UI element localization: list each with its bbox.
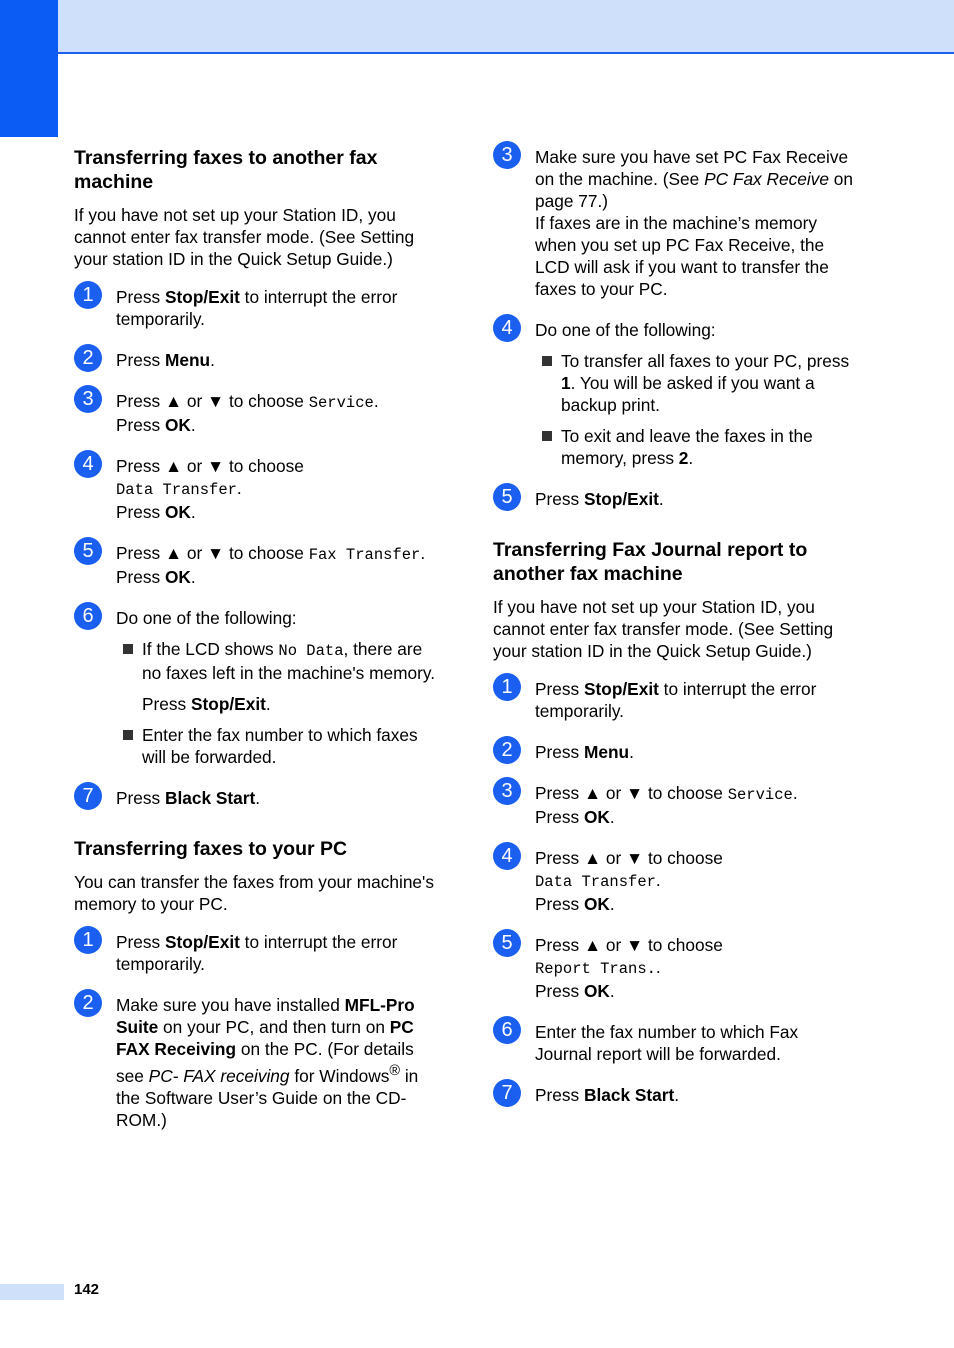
step-number-badge: 1: [74, 926, 102, 954]
step-5: [493, 934, 859, 1002]
step-number-badge: 1: [74, 281, 102, 309]
step-text: Do one of the following:: [535, 320, 716, 340]
bullet-item: [116, 724, 440, 768]
step-text: .: [609, 807, 615, 827]
section-intro: If you have not set up your Station ID, you cannot enter fax transfer mode. (See Setting your station ID in the Quick Setup Guide.): [74, 205, 415, 269]
step-text: Press ▲ or ▼ to choose: [116, 456, 304, 476]
step-text: Press: [535, 1085, 584, 1105]
bullet-text: If the LCD shows: [142, 639, 279, 659]
bullet-item: [535, 425, 859, 469]
step-text: Press: [116, 415, 165, 435]
step-number-badge: 3: [493, 141, 521, 169]
step-6: [74, 607, 440, 768]
step-text: Press ▲ or ▼ to choose: [535, 783, 728, 803]
lcd-text: Data Transfer: [535, 873, 656, 891]
key-name: 2: [678, 448, 689, 468]
step-6: [493, 1021, 859, 1065]
step-1: [493, 678, 859, 722]
step-2: [493, 741, 859, 763]
step-number-badge: 2: [74, 344, 102, 372]
step-4: [74, 455, 440, 523]
key-name: Black Start: [583, 1085, 675, 1105]
step-text: to interrupt the error temporarily.: [535, 679, 817, 721]
step-text: Press: [116, 350, 165, 370]
step-text: .: [373, 391, 379, 411]
step-number-badge: 6: [74, 602, 102, 630]
step-text: .: [190, 502, 196, 522]
cross-reference: PC- FAX receiving: [148, 1065, 290, 1086]
bullet-text: .: [688, 448, 694, 468]
key-name: OK: [164, 567, 191, 587]
step-text: Press: [142, 694, 191, 714]
step-text: Press: [535, 807, 584, 827]
step-number-badge: 3: [493, 777, 521, 805]
square-bullet-icon: [542, 356, 552, 366]
step-text: .: [236, 478, 242, 498]
section-title: Transferring faxes to another fax machine: [74, 147, 378, 193]
step-text: Press: [535, 679, 584, 699]
section-title: Transferring Fax Journal report to another fax machine: [493, 539, 808, 585]
key-name: Menu: [583, 742, 630, 762]
step-5: [493, 488, 859, 510]
step-text: Press: [535, 742, 584, 762]
lcd-text: Data Transfer: [116, 481, 237, 499]
chapter-tab: [0, 0, 58, 137]
step-4: [493, 319, 859, 469]
step-text: Press: [535, 894, 584, 914]
square-bullet-icon: [123, 644, 133, 654]
step-number-badge: 5: [493, 929, 521, 957]
step-number-badge: 5: [493, 483, 521, 511]
bullet-text: . You will be asked if you want a backup print.: [561, 373, 815, 415]
step-text: on the PC. (For details see: [116, 1039, 414, 1086]
step-text: .: [420, 543, 426, 563]
key-name: Menu: [164, 350, 211, 370]
step-text: Press ▲ or ▼ to choose: [535, 935, 723, 955]
step-text: .: [629, 742, 634, 762]
step-text: If faxes are in the machine’s memory when you set up PC Fax Receive, the LCD will ask if you want to transfer the faxes to your PC.: [535, 213, 829, 299]
lcd-text: Service: [308, 394, 374, 412]
step-text: .: [265, 694, 271, 714]
step-7: [74, 787, 440, 809]
step-text: Enter the fax number to which Fax Journal report will be forwarded.: [535, 1022, 799, 1064]
step-number-badge: 4: [493, 314, 521, 342]
square-bullet-icon: [123, 730, 133, 740]
registered-mark: ®: [389, 1063, 401, 1079]
footer-bar: [0, 1284, 64, 1300]
step-text: Press: [535, 981, 584, 1001]
step-3: [493, 782, 859, 828]
step-number-badge: 3: [74, 385, 102, 413]
step-number-badge: 4: [493, 842, 521, 870]
key-name: Stop/Exit: [164, 932, 240, 952]
step-text: .: [190, 567, 196, 587]
step-text: on page 77.): [535, 169, 853, 211]
step-text: Make sure you have installed: [116, 995, 345, 1015]
key-name: Stop/Exit: [164, 287, 240, 307]
step-text: .: [655, 957, 661, 977]
step-text: .: [658, 489, 664, 509]
step-number-badge: 7: [493, 1079, 521, 1107]
step-text: for Windows: [289, 1065, 390, 1086]
key-name: OK: [583, 981, 610, 1001]
cross-reference: PC Fax Receive: [704, 169, 829, 189]
header-band: [0, 0, 954, 54]
step-3: [493, 146, 859, 300]
step-text: Make sure you have set PC Fax Receive on the machine. (See: [535, 147, 849, 189]
step-text: Press: [116, 567, 165, 587]
key-name: OK: [583, 894, 610, 914]
bullet-text: Enter the fax number to which faxes will be forwarded.: [142, 725, 418, 767]
bullet-item: [116, 638, 440, 684]
step-4: [493, 847, 859, 915]
square-bullet-icon: [542, 431, 552, 441]
section-intro: If you have not set up your Station ID, you cannot enter fax transfer mode. (See Setting your station ID in the Quick Setup Guide.): [493, 597, 834, 661]
lcd-text: No Data: [278, 642, 344, 660]
step-number-badge: 6: [493, 1016, 521, 1044]
key-name: Black Start: [164, 788, 256, 808]
bullet-text: , there are no faxes left in the machine's memory.: [142, 639, 436, 683]
key-name: OK: [164, 502, 191, 522]
key-name: OK: [164, 415, 191, 435]
product-name: MFL-Pro Suite: [116, 995, 415, 1037]
step-text: .: [655, 870, 661, 890]
right-column: [493, 146, 859, 1125]
lcd-text: Service: [727, 786, 793, 804]
step-text: Press: [116, 502, 165, 522]
step-text: Press: [116, 932, 165, 952]
step-text: .: [792, 783, 798, 803]
section-title: Transferring faxes to your PC: [74, 838, 348, 860]
step-text: to interrupt the error temporarily.: [116, 932, 398, 974]
step-text: .: [255, 788, 261, 808]
step-text: Press: [116, 287, 165, 307]
key-name: Stop/Exit: [190, 694, 266, 714]
section-intro: You can transfer the faxes from your machine's memory to your PC.: [74, 872, 434, 914]
step-number-badge: 7: [74, 782, 102, 810]
step-number-badge: 2: [74, 989, 102, 1017]
step-2: [74, 994, 440, 1131]
step-number-badge: 4: [74, 450, 102, 478]
step-3: [74, 390, 440, 436]
step-text: Press ▲ or ▼ to choose: [535, 848, 723, 868]
step-text: .: [609, 894, 615, 914]
page-number: 142: [74, 1281, 100, 1298]
left-column: [74, 146, 440, 1150]
step-text: Press ▲ or ▼ to choose: [116, 391, 309, 411]
lcd-text: Report Trans.: [535, 960, 656, 978]
bullet-text: To transfer all faxes to your PC, press: [561, 351, 850, 371]
feature-name: PC FAX Receiving: [116, 1017, 414, 1059]
step-text: to interrupt the error temporarily.: [116, 287, 398, 329]
lcd-text: Fax Transfer: [308, 546, 421, 564]
step-text: .: [674, 1085, 680, 1105]
step-5: [74, 542, 440, 588]
step-text: Press: [116, 788, 165, 808]
step-text: .: [609, 981, 615, 1001]
step-number-badge: 1: [493, 673, 521, 701]
step-number-badge: 5: [74, 537, 102, 565]
step-1: [74, 286, 440, 330]
step-number-badge: 2: [493, 736, 521, 764]
step-text: .: [190, 415, 196, 435]
step-text: on your PC, and then turn on: [158, 1017, 390, 1037]
step-1: [74, 931, 440, 975]
key-name: OK: [583, 807, 610, 827]
bullet-item: [535, 350, 859, 416]
step-text: Press: [535, 489, 584, 509]
step-text: Press ▲ or ▼ to choose: [116, 543, 309, 563]
step-2: [74, 349, 440, 371]
key-name: 1: [561, 373, 571, 393]
key-name: Stop/Exit: [583, 489, 659, 509]
key-name: Stop/Exit: [583, 679, 659, 699]
step-text: in the Software User’s Guide on the CD-ROM.): [116, 1065, 419, 1130]
step-7: [493, 1084, 859, 1106]
bullet-subtext: [116, 693, 440, 715]
step-text: Do one of the following:: [116, 608, 297, 628]
bullet-text: To exit and leave the faxes in the memory, press: [561, 426, 813, 468]
step-text: .: [210, 350, 215, 370]
